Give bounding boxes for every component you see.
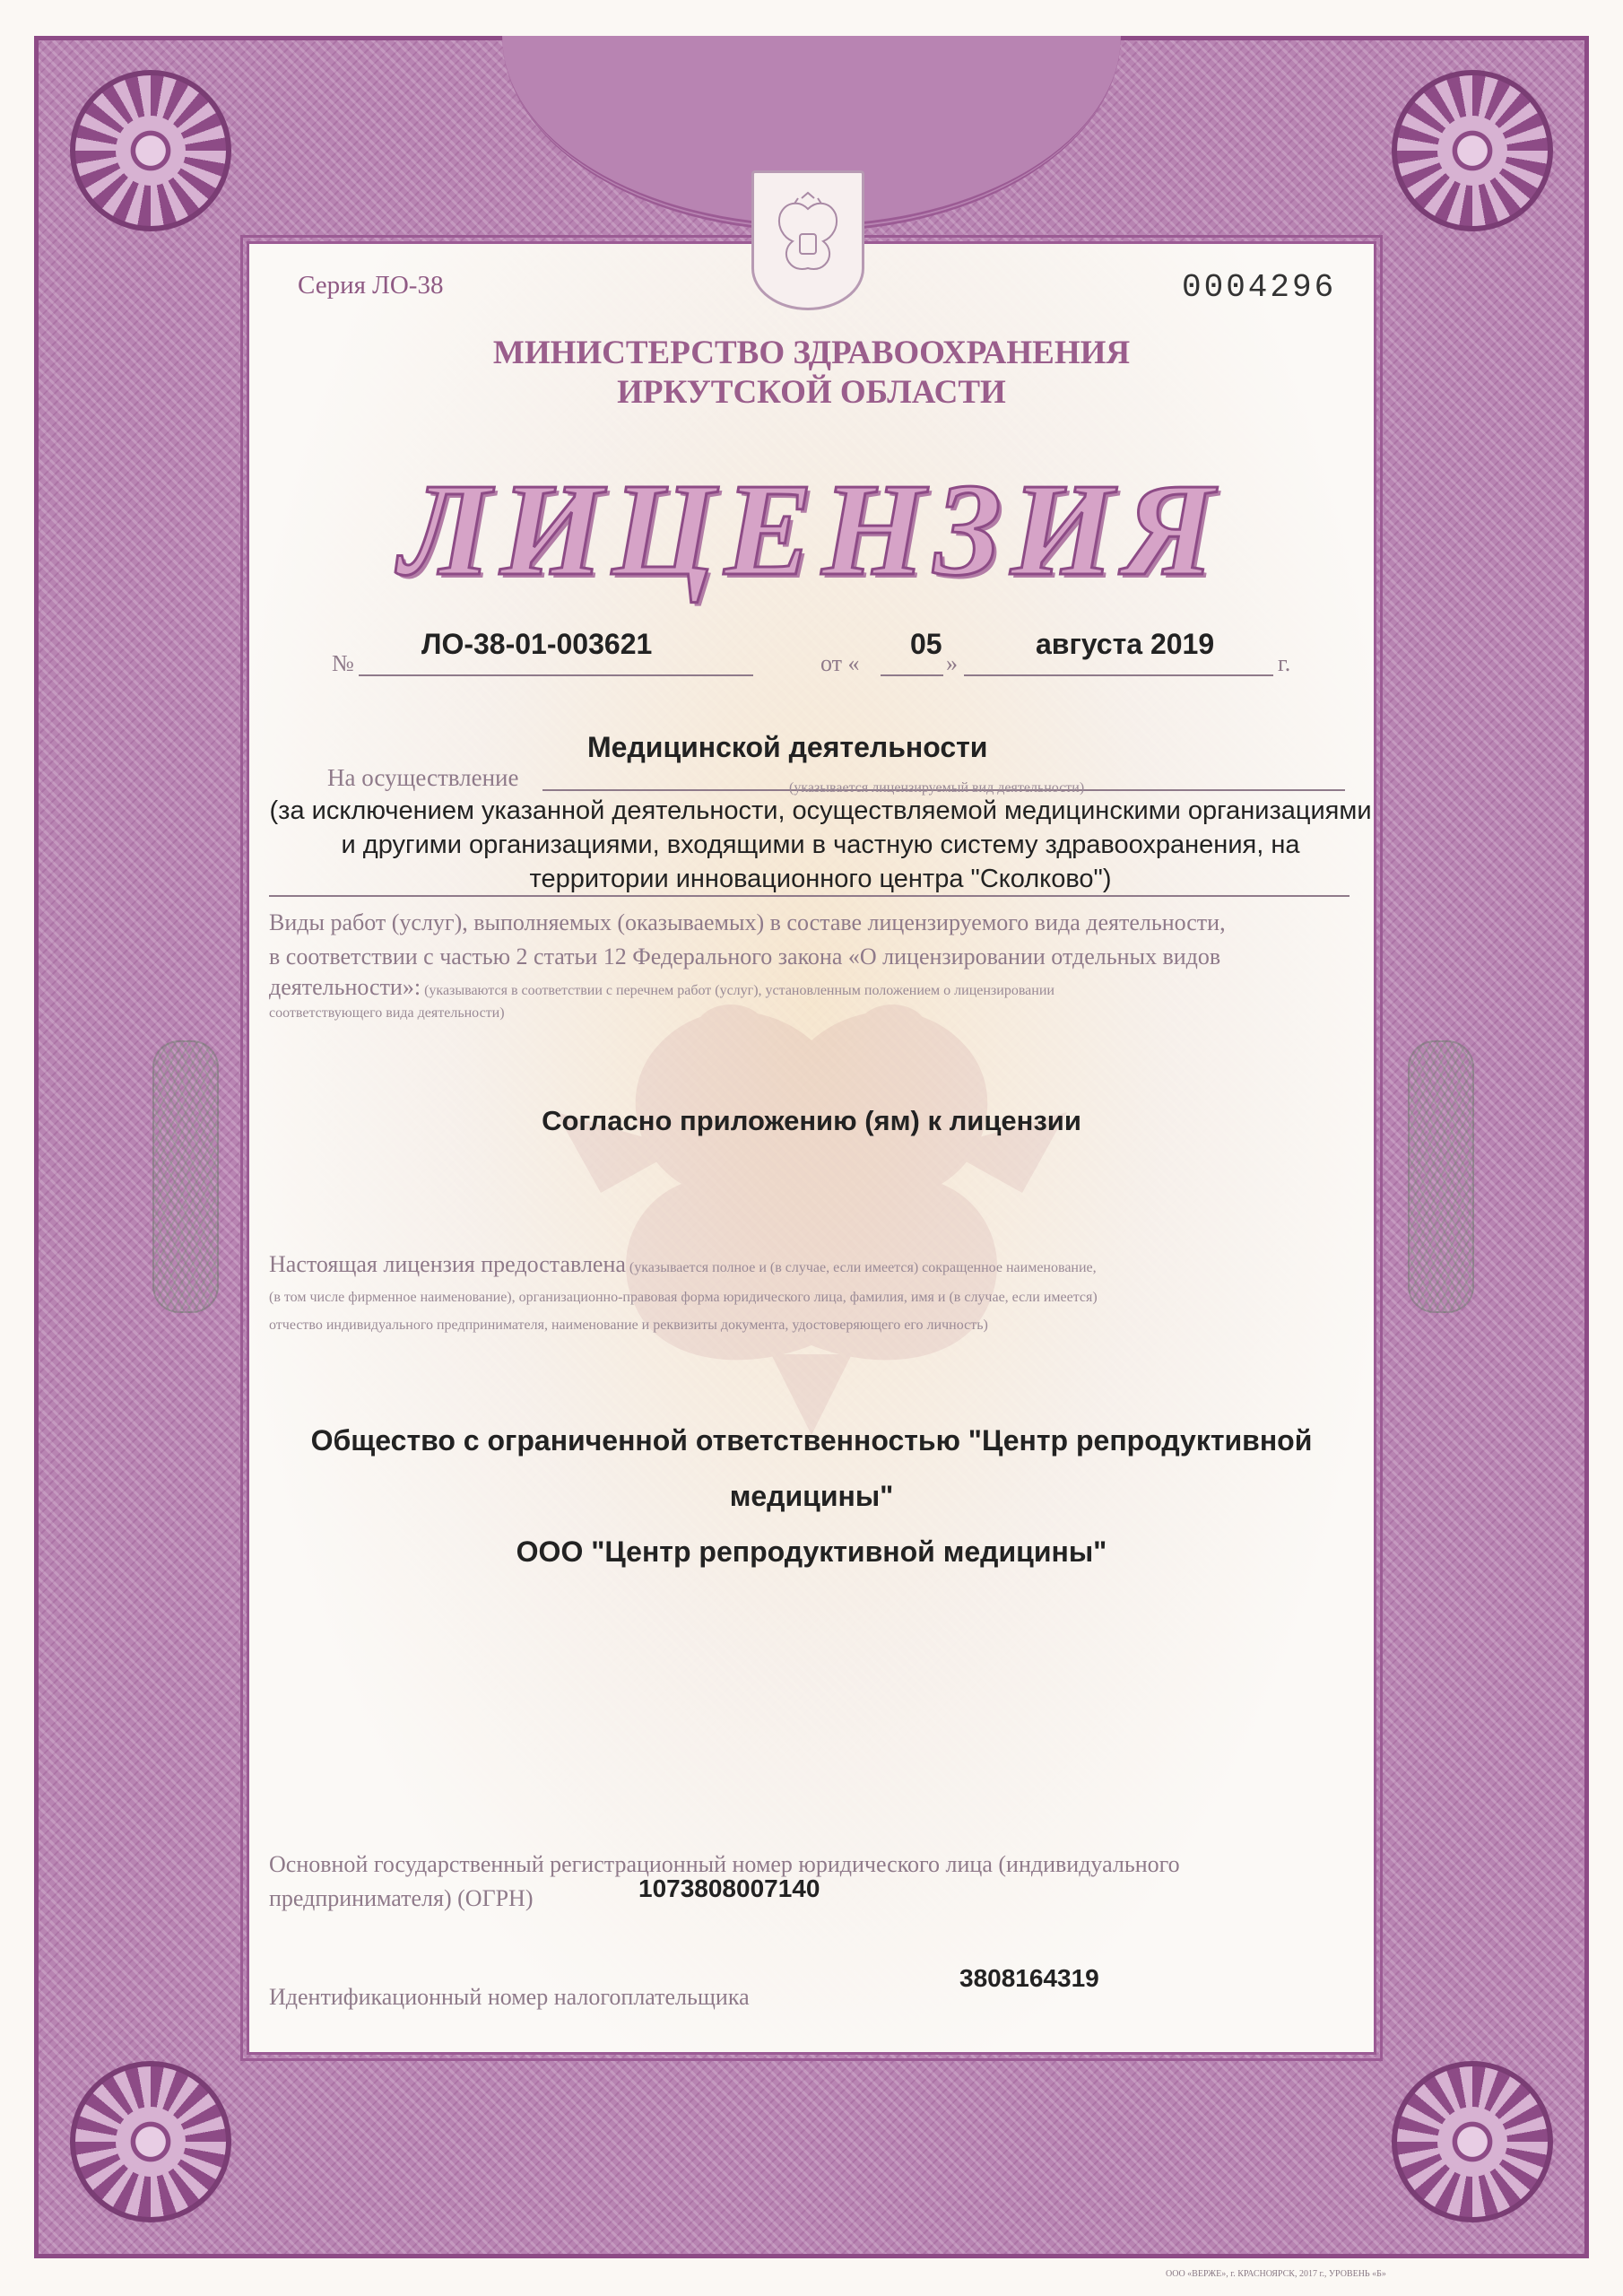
licensee-short-name: ООО "Центр репродуктивной медицины" [516,1535,1107,1568]
date-prefix: от « [820,650,860,676]
month-underline [964,674,1273,676]
inn-label: Идентификационный номер налогоплательщика [269,1984,750,2010]
granted-line-1 [269,1249,1354,1283]
document-title: ЛИЦЕНЗИЯ [400,457,1223,604]
activity-note-underline [269,895,1350,897]
security-mesh-right [1408,1040,1474,1313]
works-line-3-small: (указываются в соответствии с перечнем работ (услуг), установленным положением о лицензировании [424,983,1055,998]
licensee-full-name-line-2: медицины" [729,1480,894,1512]
date-close-quote: » [946,650,958,676]
activity-note [251,794,1390,896]
series-label: Серия ЛО-38 [298,271,444,300]
granted-main: Настоящая лицензия предоставлена [269,1251,626,1277]
granted-small-3: отчество индивидуального предпринимателя, наименование и реквизиты документа, удостоверяющего его личность) [269,1318,988,1333]
issuing-authority [341,334,1282,413]
works-line-2: в соответствии с частью 2 статьи 12 Федерального закона «О лицензировании отдельных видов [269,944,1221,970]
activity-type: Медицинской деятельности [587,731,988,763]
day-underline [881,674,943,676]
rosette-top-right [1392,70,1553,231]
number-sign: № [332,650,354,676]
rosette-top-left [70,70,231,231]
coat-of-arms-icon [751,170,864,310]
works-line-4-small: соответствующего вида деятельности) [269,1005,505,1021]
activity-note-line-1: (за исключением указанной деятельности, осуществляемой медицинскими организациями [269,796,1372,825]
activity-note-line-3: территории инновационного центра "Сколково") [529,865,1112,893]
activity-prefix: На осуществление [327,764,519,791]
serial-number: 0004296 [1182,269,1337,306]
license-number: ЛО-38-01-003621 [421,628,653,660]
works-line-3 [269,974,1354,1004]
authority-line-1: МИНИСТЕРСТВО ЗДРАВООХРАНЕНИЯ [492,335,1131,371]
year-suffix: г. [1278,650,1291,676]
activity-caption: (указывается лицензируемый вид деятельности) [789,780,1085,796]
ogrn-label-line-2: предпринимателя) (ОГРН) [269,1885,534,1911]
number-underline [359,674,753,676]
works-line-1: Виды работ (услуг), выполняемых (оказываемых) в составе лицензируемого вида деятельности, [269,909,1226,935]
granted-section [269,1249,1354,1339]
works-line-3-main: деятельности»: [269,974,421,1000]
ogrn-label-line-1: Основной государственный регистрационный номер юридического лица (индивидуального [269,1851,1180,1877]
granted-small-2: (в том числе фирменное наименование), организационно-правовая форма юридического лица, фамилия, имя и (в случае, если имеется) [269,1290,1098,1305]
printer-note: ООО «ВЕРЖЕ», г. КРАСНОЯРСК, 2017 г., УРОВЕНЬ «Б» [1166,2269,1386,2279]
inn-value: 3808164319 [959,1964,1099,1992]
security-mesh-left [152,1040,219,1313]
rosette-bottom-left [70,2061,231,2222]
rosette-bottom-right [1392,2061,1553,2222]
works-section [269,906,1354,1022]
ogrn-value: 1073808007140 [638,1874,820,1902]
date-day: 05 [910,628,942,660]
authority-line-2: ИРКУТСКОЙ ОБЛАСТИ [617,374,1006,411]
licensee-full-name-line-1: Общество с ограниченной ответственностью "Центр репродуктивной [310,1424,1313,1457]
double-headed-eagle-icon [502,969,1121,1453]
works-value: Согласно приложению (ям) к лицензии [542,1105,1081,1136]
granted-small-1: (указывается полное и (в случае, если имеется) сокращенное наименование, [629,1260,1097,1275]
licensee-name [251,1413,1372,1579]
activity-note-line-2: и другими организациями, входящими в частную систему здравоохранения, на [341,831,1300,859]
date-month-year: августа 2019 [1036,628,1215,660]
